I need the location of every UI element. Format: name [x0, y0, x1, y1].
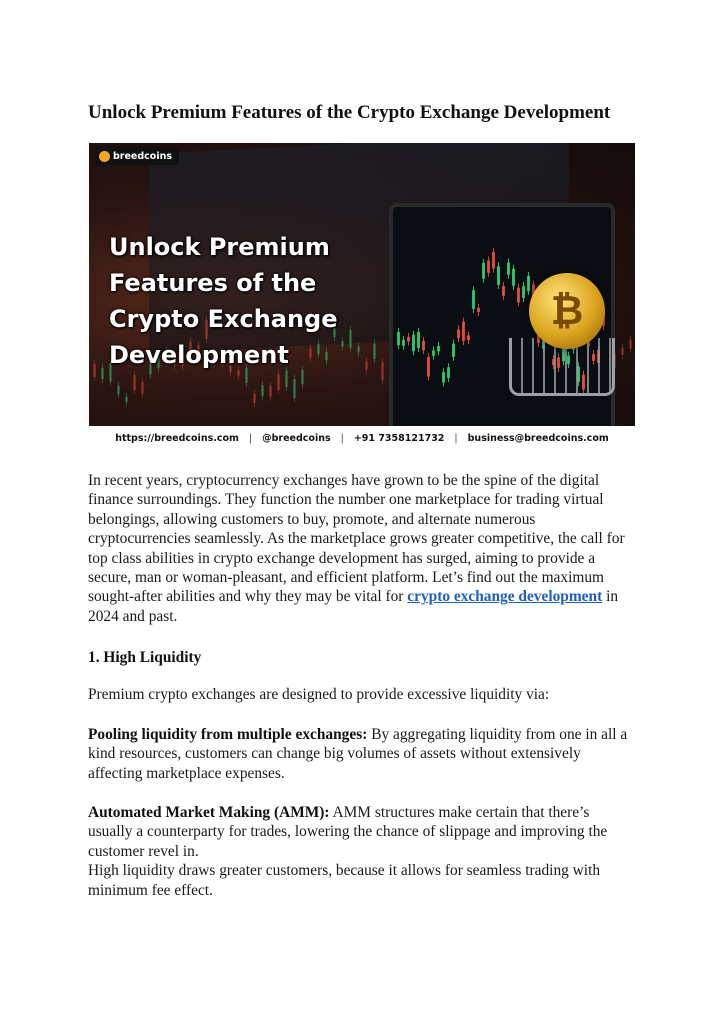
- candle-body: [487, 260, 490, 272]
- banner-phone: +91 7358121732: [353, 433, 445, 444]
- candle-body: [507, 262, 510, 274]
- item-label: Pooling liquidity from multiple exchanges:: [88, 726, 368, 743]
- candle-body: [427, 357, 430, 377]
- candle-body: [522, 286, 525, 298]
- candle-body: [452, 344, 455, 357]
- candle-body: [477, 308, 480, 312]
- separator: |: [248, 433, 253, 444]
- candle-body: [417, 332, 420, 348]
- intro-text-end: in 2024 and past.: [88, 588, 619, 625]
- candle-body: [502, 286, 505, 296]
- candle-body: [472, 290, 475, 309]
- banner-image: [89, 143, 635, 451]
- banner-website: https://breedcoins.com: [115, 433, 239, 444]
- candle-body: [621, 348, 624, 355]
- candle-body: [422, 341, 425, 350]
- candle-body: [457, 330, 460, 339]
- headline-line-4: Development: [109, 341, 289, 369]
- closing-text: High liquidity draws greater customers, because it allows for seamless trading with minimum fee effect.: [88, 862, 601, 899]
- candle-body: [133, 375, 136, 390]
- candle-body: [437, 346, 440, 351]
- banner-handle: @breedcoins: [262, 433, 331, 444]
- candle-body: [497, 266, 500, 285]
- intro-text: In recent years, cryptocurrency exchanges have grown to be the spine of the digital finance surroundings. They function the number one marketplace for trading virtual belongings, allowing customers to buy, promote, and alternate numerous cryptocurrencies seamlessly. As the marketplace grows greater competitive, the call for top class abilities in crypto exchange development has surged, aiming to provide a secure, man or woman-pleasant, and efficient platform. Let’s find out the maximum sought-after abilities and why they may be vital for: [88, 472, 625, 606]
- separator: |: [454, 433, 458, 444]
- document-title: Unlock Premium Features of the Crypto Exchange Development: [88, 102, 611, 123]
- candle-body: [467, 335, 470, 340]
- section-lead: Premium crypto exchanges are designed to provide excessive liquidity via:: [88, 686, 550, 703]
- candle-body: [462, 322, 465, 342]
- headline-line-2: Features of the: [109, 269, 317, 297]
- candle-body: [125, 397, 128, 402]
- logo-text: breedcoins: [113, 150, 173, 162]
- candle-body: [101, 368, 104, 379]
- candle-body: [512, 269, 515, 286]
- candle-body: [442, 372, 445, 382]
- bitcoin-symbol: ₿: [550, 288, 584, 334]
- headline-line-3: Crypto Exchange: [109, 305, 338, 333]
- candle-body: [412, 335, 415, 352]
- logo-mark-icon: [99, 151, 110, 162]
- candle-body: [261, 385, 264, 396]
- item-text: By aggregating liquidity from one in all a kind resources, customers can change big volumes of assets without extensively affecting marketplace expenses.: [88, 726, 628, 782]
- candle-body: [269, 386, 272, 397]
- candle-body: [141, 382, 144, 394]
- item-label: Automated Market Making (AMM):: [88, 804, 330, 821]
- banner-headline: [109, 229, 409, 373]
- liquidity-item-pooling: [88, 725, 634, 783]
- candle-body: [407, 337, 410, 342]
- candle-body: [432, 350, 435, 355]
- candle-body: [482, 263, 485, 279]
- bitcoin-coin-icon: [529, 273, 605, 349]
- crypto-exchange-development-link[interactable]: crypto exchange development: [407, 588, 603, 606]
- candle-body: [527, 276, 530, 291]
- candle-body: [285, 371, 288, 387]
- candle-body: [93, 364, 96, 377]
- banner-contact-bar: [89, 426, 635, 451]
- separator: |: [340, 433, 344, 444]
- candle-body: [492, 252, 495, 268]
- item-text: AMM structures make certain that there’s usually a counterparty for trades, lowering the chance of slippage and improving the customer revel in.: [88, 804, 608, 860]
- banner-email: business@breedcoins.com: [467, 433, 609, 444]
- liquidity-item-amm: [88, 803, 634, 900]
- intro-paragraph: [88, 471, 634, 626]
- candle-body: [293, 379, 296, 398]
- candle-body: [517, 288, 520, 303]
- candle-body: [117, 386, 120, 395]
- section-heading: 1. High Liquidity: [88, 649, 202, 666]
- candle-body: [397, 332, 400, 345]
- candle-body: [277, 374, 280, 390]
- candle-body: [253, 394, 256, 403]
- candle-body: [402, 340, 405, 346]
- headline-line-1: Unlock Premium: [109, 233, 330, 261]
- candle-body: [629, 340, 632, 349]
- breedcoins-logo: [95, 147, 179, 165]
- candle-body: [447, 367, 450, 378]
- banner-artwork: [89, 143, 635, 426]
